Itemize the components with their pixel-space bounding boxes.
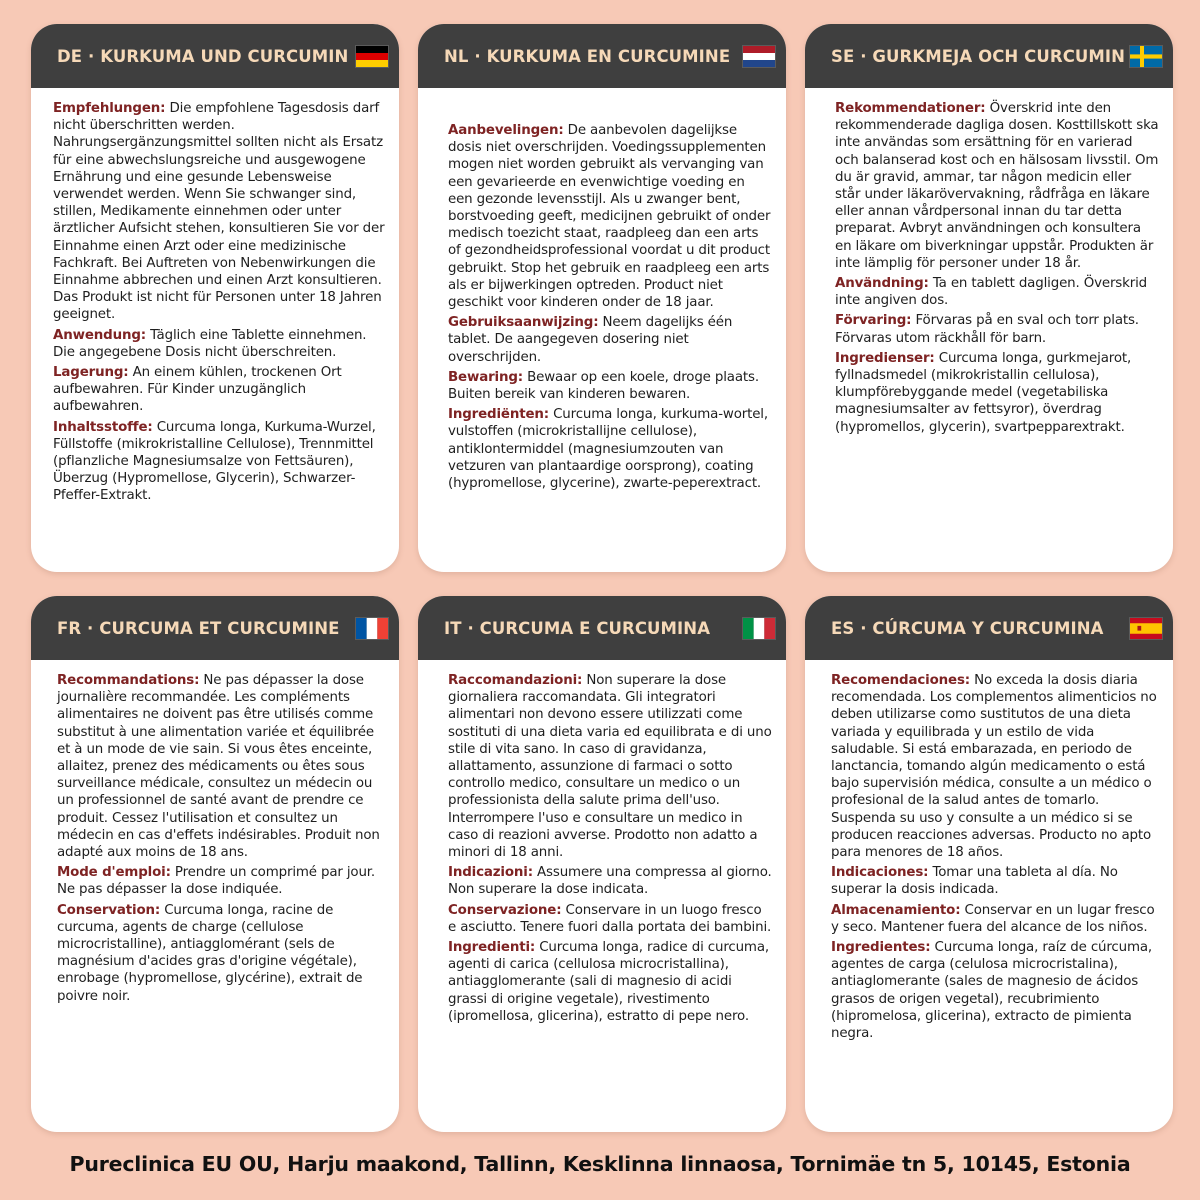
section-label: Ingredienti:	[448, 940, 536, 956]
section-text: Ne pas dépasser la dose journalière recommandée. Les compléments alimentaires ne doivent pas être utilisés comme substitut à une alimentation variée et équilibrée et à un mode de vie sain. Si vous êtes enceinte, allaitez, prenez des médicaments ou êtes sous surveillance médicale, consultez un médecin ou un professionnel de santé avant de prendre ce produit. Cessez l'utilisation et consultez un médecin en cas d'effets indésirables. Produit non adapté aux moins de 18 ans.	[57, 673, 380, 861]
card-body	[31, 660, 399, 1005]
section-label: Ingrediënten:	[448, 407, 549, 423]
card-header	[805, 24, 1173, 88]
section-text: Curcuma longa, racine de curcuma, agents de charge (cellulose microcristalline), antiagglomérant (sels de magnésium d'acides gras d'origine végétale), enrobage (hypromellose, glycérine), extrait de poivre noir.	[57, 902, 363, 1004]
section-storage	[57, 902, 385, 1005]
section-text: Curcuma longa, kurkuma-wortel, vulstoffen (microkristallijne cellulose), antiklontermiddel (magnesiumzouten van vetzuren van plantaardige oorsprong), coating (hypromellose, glycerine), zwarte-peperextract.	[448, 407, 768, 492]
section-recommendations	[831, 672, 1159, 861]
section-ingredients	[53, 419, 385, 505]
section-recommendations	[448, 672, 772, 861]
card-se	[805, 24, 1173, 572]
section-storage	[831, 902, 1159, 936]
section-usage	[831, 864, 1159, 898]
card-header	[418, 24, 786, 88]
section-label: Användning:	[835, 276, 929, 292]
section-label: Rekommendationer:	[835, 101, 986, 116]
section-label: Conservazione:	[448, 902, 562, 918]
section-storage	[53, 364, 385, 416]
card-header	[805, 596, 1173, 660]
netherlands-flag-icon	[742, 45, 776, 68]
section-text: Täglich eine Tablette einnehmen. Die angegebene Dosis nicht überschreiten.	[53, 327, 367, 360]
card-body	[418, 660, 786, 1025]
section-recommendations	[53, 100, 385, 324]
section-label: Aanbevelingen:	[448, 123, 564, 138]
section-text: Conservar en un lugar fresco y seco. Mantener fuera del alcance de los niños.	[831, 902, 1155, 935]
section-label: Raccomandazioni:	[448, 673, 583, 688]
section-text: Conservare in un luogo fresco e asciutto. Tenere fuori dalla portata dei bambini.	[448, 902, 772, 935]
section-label: Bewaring:	[448, 369, 524, 385]
section-ingredients	[835, 350, 1159, 436]
france-flag-icon	[355, 617, 389, 640]
section-label: Recomendaciones:	[831, 673, 970, 688]
card-title: SE · GURKMEJA OCH CURCUMIN	[831, 46, 1126, 66]
section-recommendations	[57, 672, 385, 861]
section-label: Almacenamiento:	[831, 902, 961, 918]
section-text: Curcuma longa, radice di curcuma, agenti di carica (cellulosa microcristallina), antiagglomerante (sali di magnesio di acidi grassi di origine vegetale), rivestimento (ipromellosa, glicerina), estratto di pepe nero.	[448, 940, 769, 1024]
card-title: NL · KURKUMA EN CURCUMINE	[444, 46, 731, 66]
section-label: Conservation:	[57, 902, 161, 918]
section-text: Curcuma longa, raíz de cúrcuma, agentes de carga (celulosa microcristalina), antiaglomerante (sales de magnesio de ácidos grasos de origen vegetal), recubrimiento (hipromelosa, glicerina), extracto de pimienta negra.	[831, 940, 1153, 1042]
card-nl	[418, 24, 786, 572]
section-text: Överskrid inte den rekommenderade dagliga dosen. Kosttillskott ska inte användas som ersättning för en varierad och balanserad kost och en hälsosam livsstil. Om du är gravid, ammar, tar någon medicin eller står under läkarövervakning, rådfråga en läkare eller annan vårdpersonal innan du tar detta preparat. Avbryt användningen och konsultera en läkare om biverkningar uppstår. Produkten är inte lämplig för personer under 18 år.	[835, 101, 1159, 271]
section-ingredients	[448, 406, 772, 492]
card-body	[31, 88, 399, 505]
section-label: Empfehlungen:	[53, 101, 166, 116]
section-label: Mode d'emploi:	[57, 865, 171, 881]
section-storage	[448, 902, 772, 936]
section-ingredients	[831, 939, 1159, 1042]
card-title: FR · CURCUMA ET CURCUMINE	[57, 618, 340, 638]
section-text: Curcuma longa, Kurkuma-Wurzel, Füllstoffe (mikrokristalline Cellulose), Trennmittel (pflanzliche Magnesiumsalze von Fettsäuren), Überzug (Hypromellose, Glycerin), Schwarzer-Pfeffer-Extrakt.	[53, 419, 376, 504]
card-header	[31, 596, 399, 660]
section-ingredients	[448, 939, 772, 1025]
section-label: Förvaring:	[835, 313, 912, 329]
section-text: Ta en tablett dagligen. Överskrid inte angiven dos.	[835, 276, 1148, 309]
card-header	[31, 24, 399, 88]
sweden-flag-icon	[1129, 45, 1163, 68]
section-label: Gebruiksaanwijzing:	[448, 315, 599, 331]
section-storage	[448, 369, 772, 403]
section-text: Assumere una compressa al giorno. Non superare la dose indicata.	[448, 865, 772, 898]
card-header	[418, 596, 786, 660]
card-es	[805, 596, 1173, 1132]
section-text: Bewaar op een koele, droge plaats. Buiten bereik van kinderen bewaren.	[448, 369, 759, 403]
section-label: Inhaltsstoffe:	[53, 419, 153, 435]
section-usage	[53, 327, 385, 361]
card-fr	[31, 596, 399, 1132]
section-usage	[57, 864, 385, 898]
section-usage	[448, 864, 772, 898]
card-body	[805, 88, 1173, 436]
card-title: IT · CURCUMA E CURCUMINA	[444, 618, 711, 638]
section-recommendations	[448, 122, 772, 311]
section-text: Prendre un comprimé par jour. Ne pas dépasser la dose indiquée.	[57, 865, 376, 898]
section-text: Die empfohlene Tagesdosis darf nicht überschritten werden. Nahrungsergänzungsmittel sollten nicht als Ersatz für eine abwechslungsreiche und ausgewogene Ernährung und eine gesunde Lebensweise verwendet werden. Wenn Sie schwanger sind, stillen, Medikamente einnehmen oder unter ärztlicher Aufsicht stehen, konsultieren Sie vor der Einnahme einen Arzt oder eine medizinische Fachkraft. Bei Auftreten von Nebenwirkungen die Einnahme abbrechen und einen Arzt konsultieren. Das Produkt ist nicht für Personen unter 18 Jahren geeignet.	[53, 101, 385, 323]
section-label: Indicaciones:	[831, 865, 929, 881]
section-text: An einem kühlen, trockenen Ort aufbewahren. Für Kinder unzugänglich aufbewahren.	[53, 365, 342, 415]
section-recommendations	[835, 100, 1159, 272]
card-de	[31, 24, 399, 572]
section-text: Curcuma longa, gurkmejarot, fyllnadsmedel (mikrokristallin cellulosa), klumpförebyggande medel (vegetabiliska magnesiumsalter av fettsyror), överdrag (hypromellos, glycerin), svartpepparextrakt.	[835, 350, 1132, 435]
card-title: DE · KURKUMA UND CURCUMIN	[57, 46, 349, 66]
card-body	[805, 660, 1173, 1042]
card-it	[418, 596, 786, 1132]
section-text: De aanbevolen dagelijkse dosis niet overschrijden. Voedingssupplementen mogen niet worden gebruikt als vervanging van een gevarieerde en evenwichtige voeding en een gezonde levensstijl. Als u zwanger bent, borstvoeding geeft, medicijnen gebruikt of onder medisch toezicht staat, raadpleeg dan een arts of gezondheidsprofessional voordat u dit product gebruikt. Stop het gebruik en raadpleeg een arts als er bijwerkingen optreden. Product niet geschikt voor kinderen onder de 18 jaar.	[448, 123, 771, 311]
section-label: Indicazioni:	[448, 865, 533, 881]
section-text: No exceda la dosis diaria recomendada. Los complementos alimenticios no deben utilizarse como sustitutos de una dieta variada y equilibrada y un estilo de vida saludable. Si está embarazada, en periodo de lanctancia, tomando algún medicamento o está bajo supervisión médica, consulte a un médico o profesional de la salud antes de tomarlo. Suspenda su uso y consulte a un médico si se producen reacciones adversas. Producto no apto para menores de 18 años.	[831, 673, 1157, 861]
section-label: Ingredienser:	[835, 350, 935, 366]
section-text: Tomar una tableta al día. No superar la dosis indicada.	[831, 865, 1118, 898]
spain-flag-icon	[1129, 617, 1163, 640]
section-label: Ingredientes:	[831, 940, 931, 956]
section-text: Neem dagelijks één tablet. De aangegeven dosering niet overschrijden.	[448, 315, 733, 365]
card-title: ES · CÚRCUMA Y CURCUMINA	[831, 618, 1104, 638]
section-label: Anwendung:	[53, 327, 146, 343]
section-storage	[835, 312, 1159, 346]
section-usage	[835, 275, 1159, 309]
section-usage	[448, 314, 772, 366]
company-address-footer: Pureclinica EU OU, Harju maakond, Tallinn, Kesklinna linnaosa, Tornimäe tn 5, 10145, Estonia	[69, 1152, 1131, 1176]
section-label: Lagerung:	[53, 365, 129, 381]
section-label: Recommandations:	[57, 673, 200, 688]
section-text: Förvaras på en sval och torr plats. Förvaras utom räckhåll för barn.	[835, 313, 1139, 346]
section-text: Non superare la dose giornaliera raccomandata. Gli integratori alimentari non devono essere utilizzati come sostituti di una dieta varia ed equilibrata e di uno stile di vita sano. In caso di gravidanza, allattamento, assunzione di farmaci o sotto controllo medico, consultare un medico o un professionista della salute prima dell'uso. Interrompere l'uso e consultare un medico in caso di reazioni avverse. Prodotto non adatto a minori di 18 anni.	[448, 673, 772, 861]
card-body	[418, 88, 786, 492]
italy-flag-icon	[742, 617, 776, 640]
germany-flag-icon	[355, 45, 389, 68]
